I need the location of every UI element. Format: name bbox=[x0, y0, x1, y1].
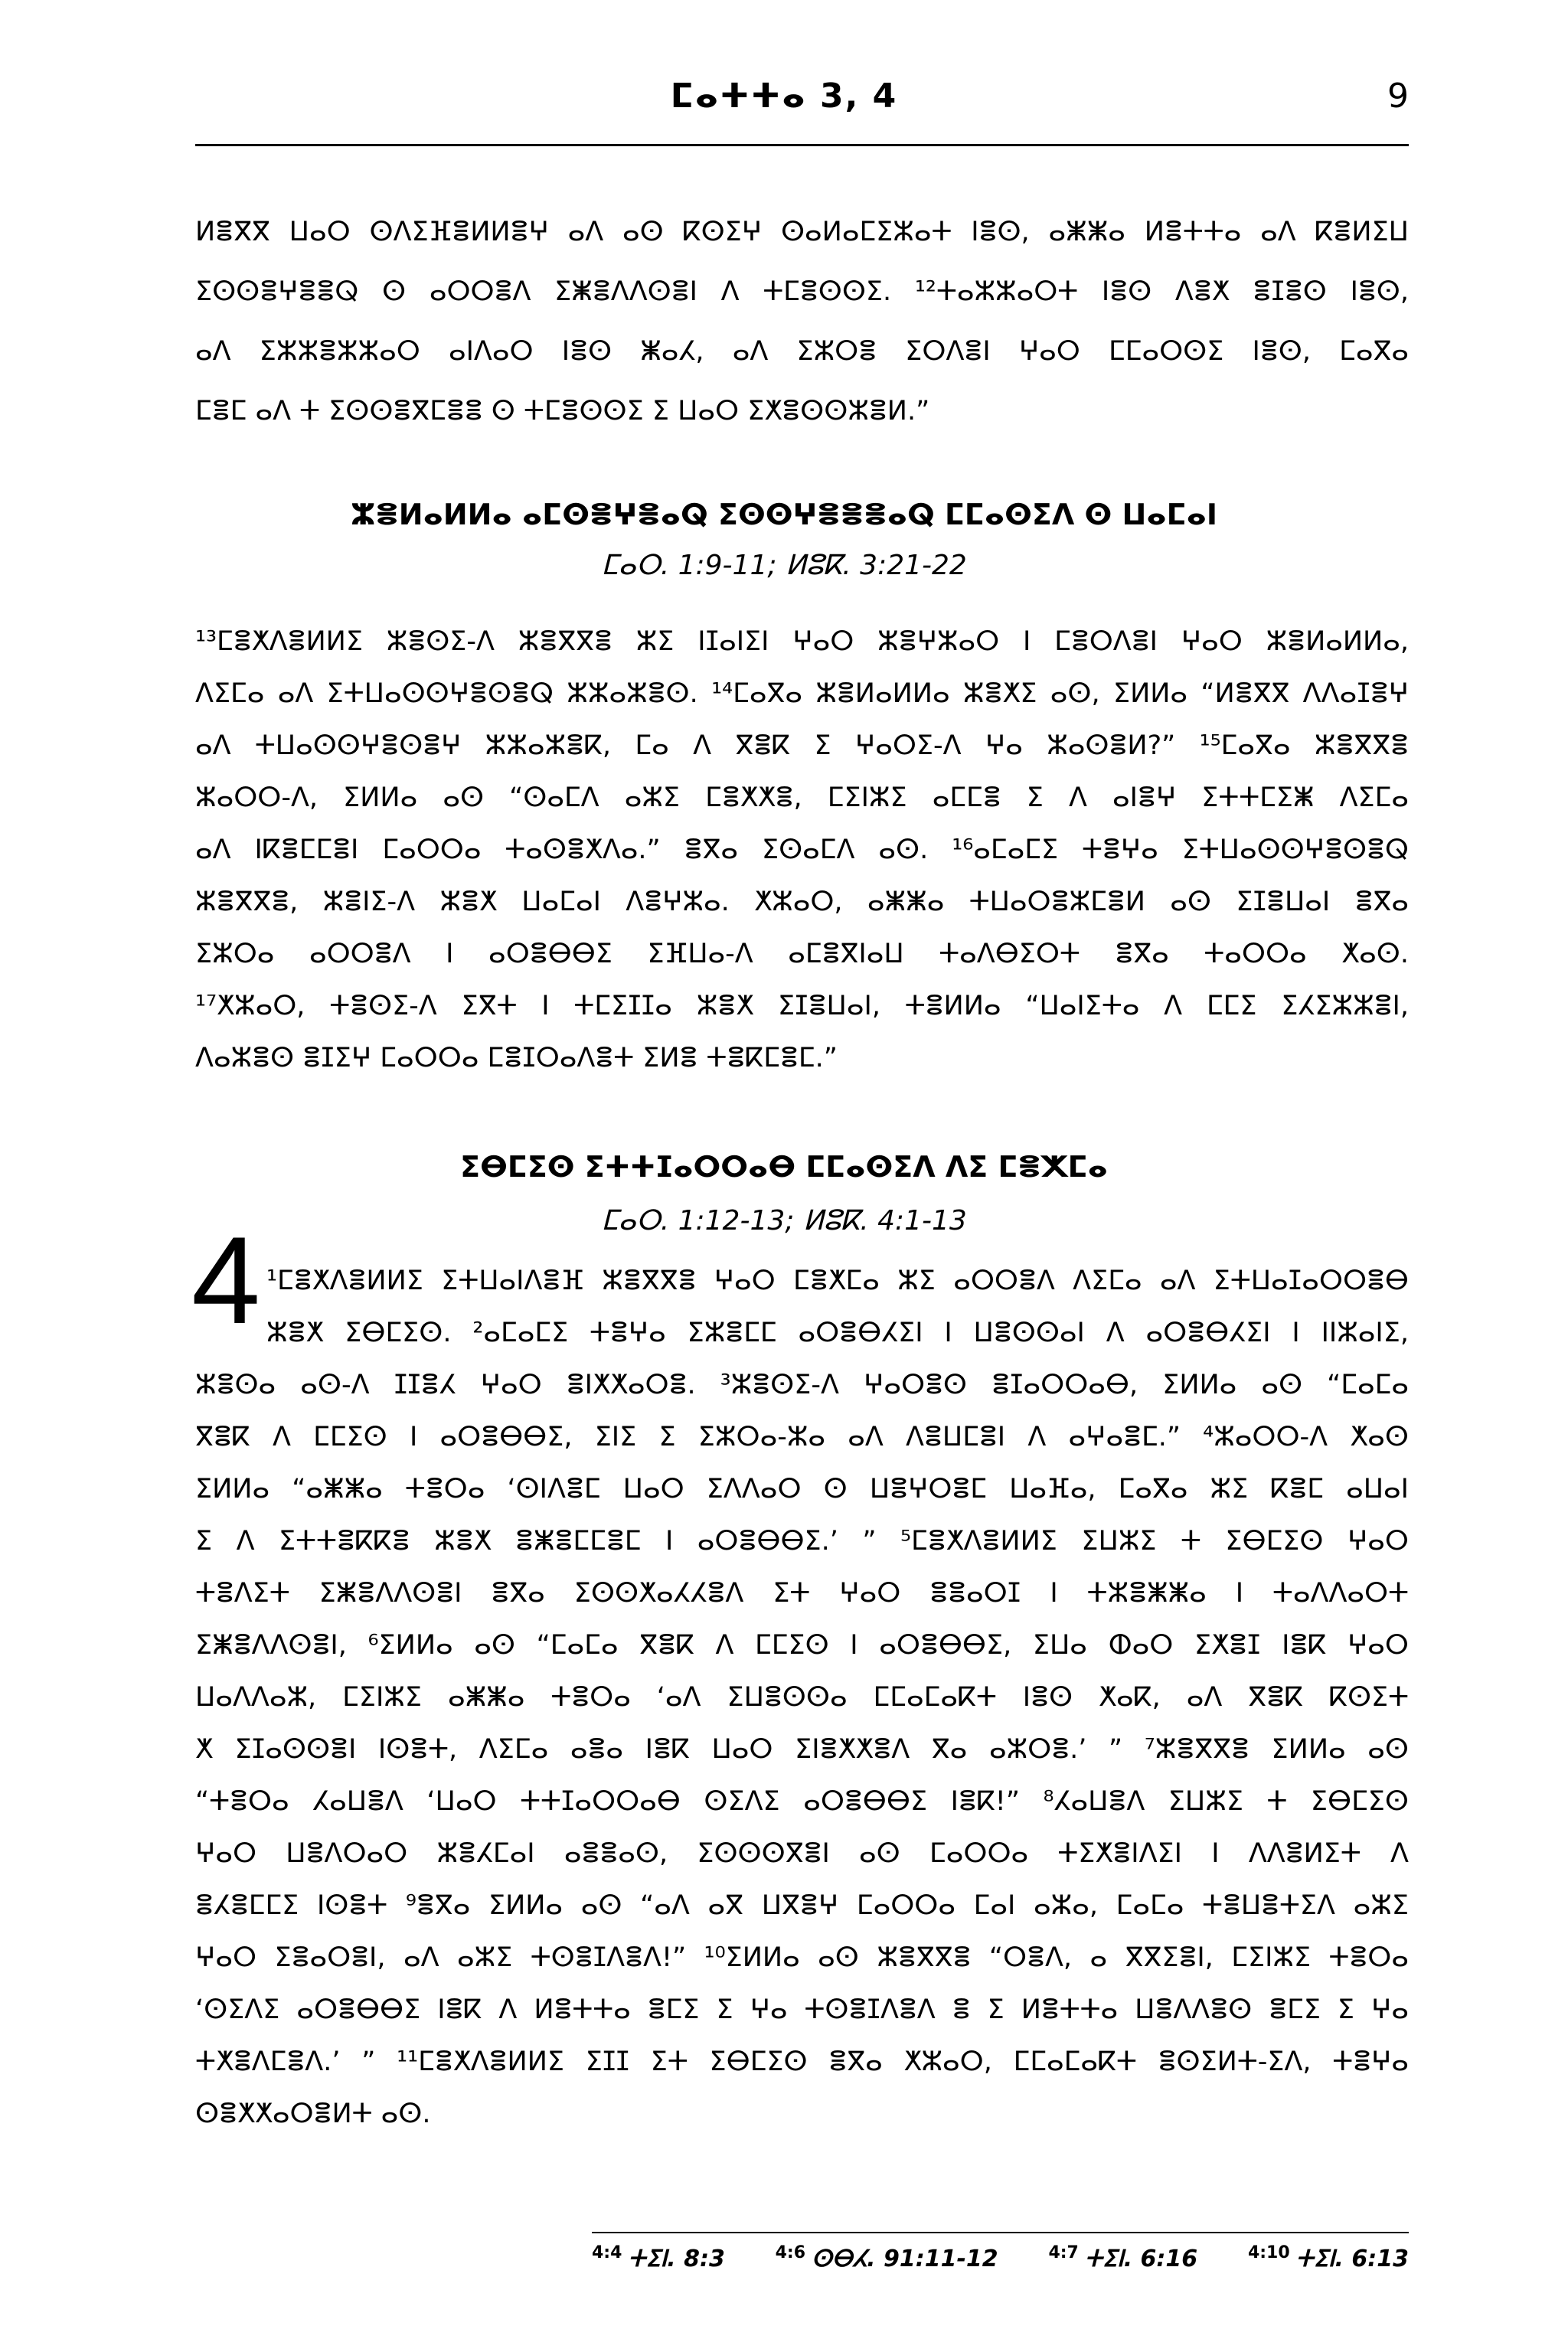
text-line: ⵣⴻⵅ ⵉⴱⵎⵉⵙ. ²ⴰⵎⴰⵎⵉ ⵜⴻⵖⴰ ⵉⵣⴻⵎⵎ ⴰⵔⴻⴱⵃⵉⵏ ⵏ ⵡⴻⵙⵙⴰⵏ ⴷ ⴰⵔⴻⴱⵃⵉⵏ ⵏ ⵏⵏⵣⴰⵏⵉ, bbox=[266, 1318, 1409, 1348]
text-line: ⵉⵍⵍⴰ “ⴰⵥⵥⴰ ⵜⴻⵔⴰ ‘ⵙⵏⴷⴻⵎ ⵡⴰⵔ ⵉⴷⴷⴰⵔ ⵙ ⵡⴻⵖⵔⴻⵎ ⵡⴰⴼⴰ, ⵎⴰⴳⴰ ⵣⵉ ⴽⴻⵎ ⴰⵡⴰⵏ bbox=[195, 1474, 1409, 1504]
text-line: ⵣⴻⴳⴳⴻ, ⵣⴻⵏⵉ-ⴷ ⵣⴻⵅ ⵡⴰⵎⴰⵏ ⴷⴻⵖⵣⴰ. ⵅⵣⴰⵔ, ⴰⵥⵥⴰ ⵜⵡⴰⵔⴻⵣⵎⴻⵍ ⴰⵙ ⵉⵊⴻⵡⴰⵏ ⴻⴳⴰ bbox=[195, 887, 1409, 917]
text-line: ⵍⴻⴳⴳ ⵡⴰⵔ ⵙⴷⵉⴼⴻⵍⵍⴻⵖ ⴰⴷ ⴰⵙ ⴽⵙⵉⵖ ⵙⴰⵍⴰⵎⵉⵣⴰⵜ ⵏⴻⵙ, ⴰⵥⵥⴰ ⵍⴻⵜⵜⴰ ⴰⴷ ⴽⴻⵍⵉⵡ bbox=[195, 217, 1409, 247]
text-line: ⵉⵙⵙⴻⵖⴻⴻⵕ ⵙ ⴰⵔⵔⴻⴷ ⵉⵥⴻⴷⴷⵙⴻⵏ ⴷ ⵜⵎⴻⵙⵙⵉ. ¹²ⵜⴰⵣⵣⴰⵔⵜ ⵏⴻⵙ ⴷⴻⵅ ⴻⵊⴻⵙ ⵏⴻⵙ, bbox=[195, 276, 1409, 307]
text-line: ⵣⴰⵔⵔ-ⴷ, ⵉⵍⵍⴰ ⴰⵙ “ⵙⴰⵎⴷ ⴰⵣⵉ ⵎⴻⵅⵅⴻ, ⵎⵉⵏⵣⵉ ⴰⵎⵎⴻ ⵉ ⴷ ⴰⵏⴻⵖ ⵉⵜⵜⵎⵉⵥ ⴷⵉⵎⴰ bbox=[195, 782, 1409, 813]
text-line: ⵎⴻⵎ ⴰⴷ ⵜ ⵉⵙⵙⴻⴳⵎⴻⴻ ⵙ ⵜⵎⴻⵙⵙⵉ ⵉ ⵡⴰⵔ ⵉⵅⴻⵙⵙⵣⴻⵍ.” bbox=[195, 396, 930, 426]
footnotes bbox=[592, 2243, 1409, 2272]
text-line: ⵖⴰⵔ ⵡⴻⴷⵔⴰⵔ ⵣⴻⵃⵎⴰⵏ ⴰⴻⴻⴰⵙ, ⵉⵙⵙⵙⴳⴻⵏ ⴰⵙ ⵎⴰⵔⵔⴰ ⵜⵉⵅⴻⵏⴷⵉⵏ ⵏ ⴷⴷⴻⵍⵉⵜ ⴷ bbox=[195, 1838, 1409, 1869]
page-number: 9 bbox=[1387, 77, 1409, 116]
text-line: ⴻⵃⴻⵎⵎⵉ ⵏⵙⴻⵜ ⁹ⴻⴳⴰ ⵉⵍⵍⴰ ⴰⵙ “ⴰⴷ ⴰⴳ ⵡⴳⴻⵖ ⵎⴰⵔⵔⴰ ⵎⴰⵏ ⴰⵣⴰ, ⵎⴰⵎⴰ ⵜⴻⵡⴻⵜⵉⴷ ⴰⵣⵉ bbox=[195, 1890, 1409, 1921]
text-line: ¹³ⵎⴻⵅⴷⴻⵍⵍⵉ ⵣⴻⵙⵉ-ⴷ ⵣⴻⴳⴳⴻ ⵣⵉ ⵏⵊⴰⵏⵉⵏ ⵖⴰⵔ ⵣⴻⵖⵣⴰⵔ ⵏ ⵎⴻⵔⴷⴻⵏ ⵖⴰⵔ ⵣⴻⵍⴰⵍⵍⴰ, bbox=[195, 626, 1409, 657]
paragraph-2 bbox=[195, 616, 1409, 1084]
footnote bbox=[1048, 2243, 1197, 2272]
paragraph-3 bbox=[195, 1255, 1409, 2140]
text-line: ⵉ ⴷ ⵉⵜⵜⴻⴽⴽⴻ ⵣⴻⵅ ⴻⵥⴻⵎⵎⴻⵎ ⵏ ⴰⵔⴻⴱⴱⵉ.’ ” ⁵ⵎⴻⵅⴷⴻⵍⵍⵉ ⵉⵡⵣⵉ ⵜ ⵉⴱⵎⵉⵙ ⵖⴰⵔ bbox=[195, 1526, 1409, 1557]
section-heading-1: ⵣⴻⵍⴰⵍⵍⴰ ⴰⵎⵙⴻⵖⴻⴰⵕ ⵉⵙⵙⵖⴻⴻⴻⴰⵕ ⵎⵎⴰⵙⵉⴷ ⵙ ⵡⴰⵎⴰⵏ bbox=[351, 498, 1217, 531]
text-line: ⵜⴻⴷⵉⵜ ⵉⵥⴻⴷⴷⵙⴻⵏ ⴻⴳⴰ ⵉⵙⵙⵅⴰⵃⵃⴻⴷ ⵉⵜ ⵖⴰⵔ ⴻⴻⴰⵔⵊ ⵏ ⵜⵣⴻⵥⵥⴰ ⵏ ⵜⴰⴷⴷⴰⵔⵜ bbox=[195, 1578, 1409, 1609]
text-line: ⴰⴷ ⵏⴽⴻⵎⵎⴻⵏ ⵎⴰⵔⵔⴰ ⵜⴰⵙⴻⵅⴷⴰ.” ⴻⴳⴰ ⵉⵙⴰⵎⴷ ⴰⵙ. ¹⁶ⴰⵎⴰⵎⵉ ⵜⴻⵖⴰ ⵉⵜⵡⴰⵙⵙⵖⴻⵙⴻⵕ bbox=[195, 835, 1409, 865]
running-title: ⵎⴰⵜⵜⴰ 3, 4 bbox=[670, 77, 898, 116]
footnote-verse: 4:10 bbox=[1247, 2243, 1290, 2262]
footnote-verse: 4:4 bbox=[592, 2243, 622, 2262]
footnote-reference: ⵜⵉⵏ. 6:13 bbox=[1295, 2246, 1409, 2272]
text-line: ⴰⴷ ⵉⵣⵣⴻⵣⵣⴰⵔ ⴰⵏⴷⴰⵔ ⵏⴻⵙ ⵥⴰⵃ, ⴰⴷ ⵉⵣⵔⴻ ⵉⵔⴷⴻⵏ ⵖⴰⵔ ⵎⵎⴰⵔⵙⵉ ⵏⴻⵙ, ⵎⴰⴳⴰ bbox=[195, 336, 1409, 367]
text-line: ⵉⵥⴻⴷⴷⵙⴻⵏ, ⁶ⵉⵍⵍⴰ ⴰⵙ “ⵎⴰⵎⴰ ⴳⴻⴽ ⴷ ⵎⵎⵉⵙ ⵏ ⴰⵔⴻⴱⴱⵉ, ⵉⵡⴰ ⵀⴰⵔ ⵉⵅⴻⵊ ⵏⴻⴽ ⵖⴰⵔ bbox=[195, 1630, 1409, 1661]
text-line: ⵣⴻⵙⴰ ⴰⵙ-ⴷ ⵊⵊⴻⵃ ⵖⴰⵔ ⴻⵏⵅⵅⴰⵔⴻ. ³ⵣⴻⵙⵉ-ⴷ ⵖⴰⵔⴻⵙ ⴻⵊⴰⵔⵔⴰⴱ, ⵉⵍⵍⴰ ⴰⵙ “ⵎⴰⵎⴰ bbox=[195, 1370, 1409, 1400]
footnote-rule bbox=[592, 2232, 1409, 2233]
text-line: “ⵜⴻⵔⴰ ⵃⴰⵡⴻⴷ ‘ⵡⴰⵔ ⵜⵜⵊⴰⵔⵔⴰⴱ ⵙⵉⴷⵉ ⴰⵔⴻⴱⴱⵉ ⵏⴻⴽ!” ⁸ⵃⴰⵡⴻⴷ ⵉⵡⵣⵉ ⵜ ⵉⴱⵎⵉⵙ bbox=[195, 1786, 1409, 1817]
footnote-reference: ⵙⴱⵃ. 91:11-12 bbox=[812, 2246, 998, 2272]
section-heading-2: ⵉⴱⵎⵉⵙ ⵉⵜⵜⵊⴰⵔⵔⴰⴱ ⵎⵎⴰⵙⵉⴷ ⴷⵉ ⵎⴻⵅⵎⴰ bbox=[460, 1150, 1108, 1184]
text-line: ⵜⵅⴻⴷⵎⴻⴷ.’ ” ¹¹ⵎⴻⵅⴷⴻⵍⵍⵉ ⵉⵊⵊ ⵉⵜ ⵉⴱⵎⵉⵙ ⴻⴳⴰ ⵅⵣⴰⵔ, ⵎⵎⴰⵎⴰⴽⵜ ⴻⵙⵉⵍⵜ-ⵉⴷ, ⵜⴻⵖⴰ bbox=[195, 2047, 1409, 2077]
chapter-number-dropcap: 4 bbox=[191, 1211, 261, 1350]
header-rule bbox=[195, 144, 1409, 146]
text-line: ⵡⴰⴷⴷⴰⵣ, ⵎⵉⵏⵣⵉ ⴰⵥⵥⴰ ⵜⴻⵔⴰ ‘ⴰⴷ ⵉⵡⴻⵙⵙⴰ ⵎⵎⴰⵎⴰⴽⵜ ⵏⴻⵙ ⵅⴰⴽ, ⴰⴷ ⴳⴻⴽ ⴽⵙⵉⵜ bbox=[195, 1682, 1409, 1713]
footnote-verse: 4:7 bbox=[1048, 2243, 1079, 2262]
text-line: ⴷⴰⵣⴻⵙ ⴻⵊⵉⵖ ⵎⴰⵔⵔⴰ ⵎⴻⵊⵔⴰⴷⴻⵜ ⵉⵍⴻ ⵜⴻⴽⵎⴻⵎ.” bbox=[195, 1043, 838, 1073]
footnote bbox=[592, 2243, 725, 2272]
text-line: ¹ⵎⴻⵅⴷⴻⵍⵍⵉ ⵉⵜⵡⴰⵏⴷⴻⴼ ⵣⴻⴳⴳⴻ ⵖⴰⵔ ⵎⴻⵅⵎⴰ ⵣⵉ ⴰⵔⵔⴻⴷ ⴷⵉⵎⴰ ⴰⴷ ⵉⵜⵡⴰⵊⴰⵔⵔⴻⴱ bbox=[266, 1266, 1409, 1296]
section-reference-2: ⵎⴰⵔ. 1:12-13; ⵍⵓⴽ. 4:1-13 bbox=[601, 1205, 967, 1236]
text-line: ‘ⵙⵉⴷⵉ ⴰⵔⴻⴱⴱⵉ ⵏⴻⴽ ⴷ ⵍⴻⵜⵜⴰ ⴻⵎⵉ ⵉ ⵖⴰ ⵜⵙⴻⵊⴷⴻⴷ ⴻ ⵉ ⵍⴻⵜⵜⴰ ⵡⴻⴷⴷⴻⵙ ⴻⵎⵉ ⵉ ⵖⴰ bbox=[195, 1994, 1409, 2025]
text-line: ⵖⴰⵔ ⵉⴻⴰⵔⴻⵏ, ⴰⴷ ⴰⵣⵉ ⵜⵙⴻⵊⴷⴻⴷ!” ¹⁰ⵉⵍⵍⴰ ⴰⵙ ⵣⴻⴳⴳⴻ “ⵔⴻⴷ, ⴰ ⴳⴳⵉⴻⵏ, ⵎⵉⵏⵣⵉ ⵜⴻⵔⴰ bbox=[195, 1942, 1409, 1973]
text-line: ⴷⵉⵎⴰ ⴰⴷ ⵉⵜⵡⴰⵙⵙⵖⴻⵙⴻⵕ ⵣⵣⴰⵣⴻⵙ. ¹⁴ⵎⴰⴳⴰ ⵣⴻⵍⴰⵍⵍⴰ ⵣⴻⵅⵉ ⴰⵙ, ⵉⵍⵍⴰ “ⵍⴻⴳⴳ ⴷⴷⴰⵊⴻⵖ bbox=[195, 678, 1409, 709]
footnote-reference: ⵜⵉⵏ. 6:16 bbox=[1084, 2246, 1198, 2272]
text-line: ⵉⵣⵔⴰ ⴰⵔⵔⴻⴷ ⵏ ⴰⵔⴻⴱⴱⵉ ⵉⴼⵡⴰ-ⴷ ⴰⵎⴻⴳⵏⴰⵡ ⵜⴰⴷⴱⵉⵔⵜ ⴻⴳⴰ ⵜⴰⵔⵔⴰ ⵅⴰⵙ. bbox=[195, 939, 1409, 969]
footnote bbox=[1248, 2243, 1409, 2272]
footnote-reference: ⵜⵉⵏ. 8:3 bbox=[628, 2246, 725, 2272]
text-line: ⴳⴻⴽ ⴷ ⵎⵎⵉⵙ ⵏ ⴰⵔⴻⴱⴱⵉ, ⵉⵏⵉ ⵉ ⵉⵣⵔⴰ-ⵣⴰ ⴰⴷ ⴷⴻⵡⵎⴻⵏ ⴷ ⴰⵖⴰⴻⵎ.” ⁴ⵣⴰⵔⵔ-ⴷ ⵅⴰⵙ bbox=[195, 1422, 1409, 1452]
text-line: ¹⁷ⵅⵣⴰⵔ, ⵜⴻⵙⵉ-ⴷ ⵉⴳⵜ ⵏ ⵜⵎⵉⵊⵊⴰ ⵣⴻⵅ ⵉⵊⴻⵡⴰⵏ, ⵜⴻⵍⵍⴰ “ⵡⴰⵏⵉⵜⴰ ⴷ ⵎⵎⵉ ⵉⵃⵉⵣⵣⴻⵏ, bbox=[195, 991, 1409, 1021]
paragraph-1 bbox=[195, 202, 1409, 441]
text-line: ⵅ ⵉⵊⴰⵙⵙⴻⵏ ⵏⵙⴻⵜ, ⴷⵉⵎⴰ ⴰⴻⴰ ⵏⴻⴽ ⵡⴰⵔ ⵉⵏⴻⵅⵅⴻⴷ ⴳⴰ ⴰⵣⵔⴻ.’ ” ⁷ⵣⴻⴳⴳⴻ ⵉⵍⵍⴰ ⴰⵙ bbox=[195, 1734, 1409, 1765]
footnote-verse: 4:6 bbox=[775, 2243, 806, 2262]
text-line: ⵙⴻⵅⵅⴰⵔⴻⵍⵜ ⴰⵙ. bbox=[195, 2099, 431, 2129]
footnote bbox=[776, 2243, 998, 2272]
section-reference-1: ⵎⴰⵔ. 1:9-11; ⵍⵓⴽ. 3:21-22 bbox=[601, 550, 967, 581]
text-line: ⴰⴷ ⵜⵡⴰⵙⵙⵖⴻⵙⴻⵖ ⵣⵣⴰⵣⴻⴽ, ⵎⴰ ⴷ ⴳⴻⴽ ⵉ ⵖⴰⵔⵉ-ⴷ ⵖⴰ ⵣⴰⵙⴻⵍ?” ¹⁵ⵎⴰⴳⴰ ⵣⴻⴳⴳⴻ bbox=[195, 730, 1409, 761]
